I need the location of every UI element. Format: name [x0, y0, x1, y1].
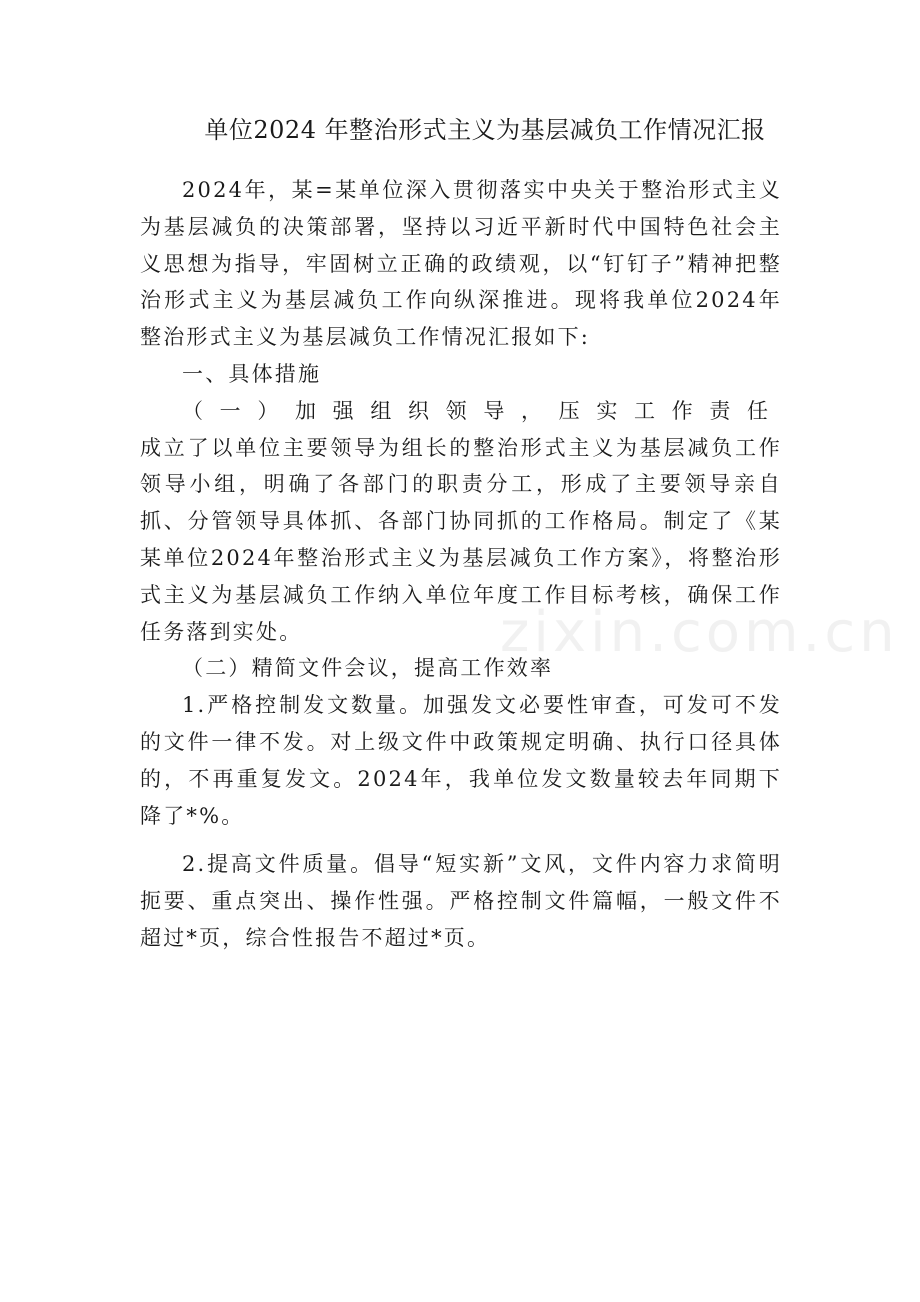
leadership-paragraph: 成立了以单位主要领导为组长的整治形式主义为基层减负工作领导小组，明确了各部门的职责分工，形成了主要领导亲自抓、分管领导具体抓、各部门协同抓的工作格局。制定了《某某单位2024年整治形式主义为基层减负工作方案》，将整治形式主义为基层减负工作纳入单位年度工作目标考核，确保工作任务落到实处。 [140, 435, 782, 644]
item-document-quality: 2.提高文件质量。倡导“短实新”文风，文件内容力求简明扼要、重点突出、操作性强。严格控制文件篇幅，一般文件不超过*页，综合性报告不超过*页。 [140, 852, 782, 950]
subsection-heading-simplify: （二）精简文件会议，提高工作效率 [182, 656, 554, 681]
subsection-heading-leadership: （一）加强组织领导，压实工作责任 [182, 398, 782, 423]
document-body [140, 172, 782, 957]
item-control-documents: 1.严格控制发文数量。加强发文必要性审查，可发可不发的文件一律不发。对上级文件中政策规定明确、执行口径具体的，不再重复发文。2024年，我单位发文数量较去年同期下降了*%。 [140, 693, 782, 828]
watermark: zixin.com.cn [500, 600, 899, 665]
intro-paragraph: 2024年，某=某单位深入贯彻落实中央关于整治形式主义为基层减负的决策部署，坚持以习近平新时代中国特色社会主义思想为指导，牢固树立正确的政绩观，以“钉钉子”精神把整治形式主义为基层减负工作向纵深推进。现将我单位2024年整治形式主义为基层减负工作情况汇报如下: [140, 178, 782, 350]
document-title: 单位2024 年整治形式主义为基层减负工作情况汇报 [204, 116, 766, 144]
section-heading-measures: 一、具体措施 [182, 361, 322, 386]
